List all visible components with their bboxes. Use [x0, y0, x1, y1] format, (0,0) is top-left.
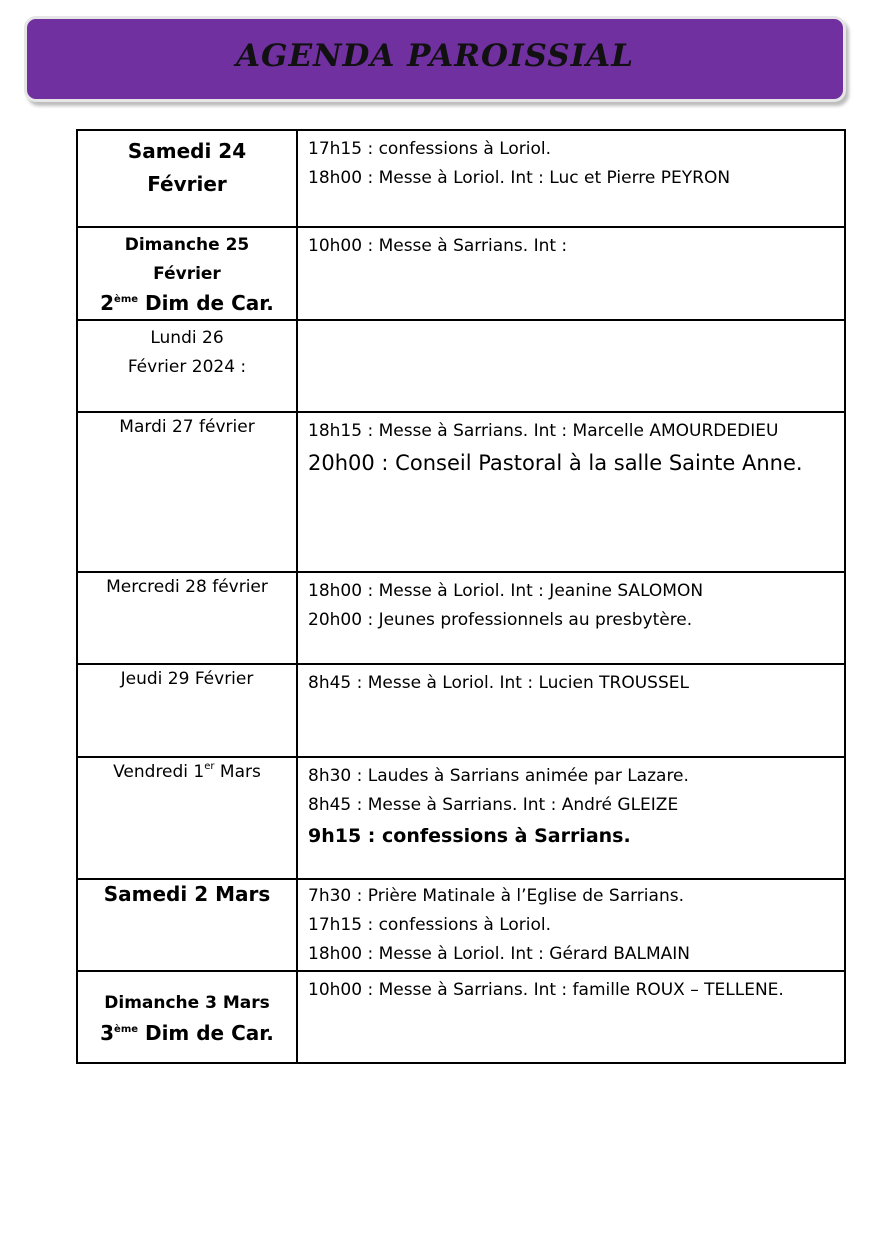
table-row [77, 572, 845, 664]
day-label: Dimanche 3 Mars [104, 993, 270, 1013]
table-row [77, 971, 845, 1063]
events-cell [297, 227, 845, 320]
table-row [77, 130, 845, 227]
day-label: Jeudi 29 Février [120, 669, 254, 689]
day-label: 3ème Dim de Car. [100, 1021, 274, 1045]
title-banner [24, 16, 846, 102]
events-cell [297, 320, 845, 412]
day-cell [77, 412, 297, 572]
events-cell [297, 572, 845, 664]
page-title: AGENDA PAROISSIAL [235, 38, 635, 74]
event-line: 9h15 : confessions à Sarrians. [308, 825, 631, 847]
day-label: Février 2024 : [127, 357, 247, 377]
events-cell [297, 879, 845, 971]
events-cell [297, 971, 845, 1063]
table-row [77, 412, 845, 572]
table-row [77, 879, 845, 971]
day-label: Samedi 2 Mars [103, 882, 271, 906]
table-row [77, 227, 845, 320]
day-label: Lundi 26 [150, 328, 224, 348]
day-label: 2ème Dim de Car. [100, 291, 274, 315]
event-line: 18h00 : Messe à Loriol. Int : Jeanine SALOMON [308, 581, 704, 601]
event-line: 8h30 : Laudes à Sarrians animée par Lazare. [308, 766, 689, 786]
table-row [77, 320, 845, 412]
event-line: 18h00 : Messe à Loriol. Int : Gérard BALMAIN [308, 944, 691, 964]
event-line: 20h00 : Jeunes professionnels au presbytère. [308, 610, 693, 630]
events-cell [297, 130, 845, 227]
table-row [77, 757, 845, 879]
day-cell [77, 130, 297, 227]
day-cell [77, 879, 297, 971]
event-line: 8h45 : Messe à Loriol. Int : Lucien TROUSSEL [308, 673, 689, 693]
event-line: 8h45 : Messe à Sarrians. Int : André GLEIZE [308, 795, 679, 815]
day-label: Dimanche 25 [124, 235, 250, 255]
day-label: Mardi 27 février [119, 417, 255, 437]
day-cell [77, 971, 297, 1063]
day-cell [77, 757, 297, 879]
agenda-table [76, 129, 846, 1064]
table-row [77, 664, 845, 757]
day-cell [77, 572, 297, 664]
event-line: 10h00 : Messe à Sarrians. Int : [308, 236, 568, 256]
day-cell [77, 664, 297, 757]
event-line: 17h15 : confessions à Loriol. [308, 139, 552, 159]
day-label: Vendredi 1er Mars [113, 761, 261, 782]
events-cell [297, 757, 845, 879]
day-label: Février [147, 172, 227, 196]
event-line: 18h00 : Messe à Loriol. Int : Luc et Pierre PEYRON [308, 168, 731, 188]
event-line: 18h15 : Messe à Sarrians. Int : Marcelle AMOURDEDIEU [308, 421, 779, 441]
events-cell [297, 664, 845, 757]
event-line: 10h00 : Messe à Sarrians. Int : famille ROUX – TELLENE. [308, 980, 784, 1000]
events-cell [297, 412, 845, 572]
day-cell [77, 227, 297, 320]
day-label: Mercredi 28 février [106, 577, 268, 597]
event-line: 7h30 : Prière Matinale à l’Eglise de Sarrians. [308, 886, 684, 906]
day-label: Février [153, 264, 221, 284]
day-cell [77, 320, 297, 412]
event-line: 17h15 : confessions à Loriol. [308, 915, 552, 935]
day-label: Samedi 24 [127, 139, 247, 163]
event-line: 20h00 : Conseil Pastoral à la salle Sainte Anne. [308, 451, 803, 475]
